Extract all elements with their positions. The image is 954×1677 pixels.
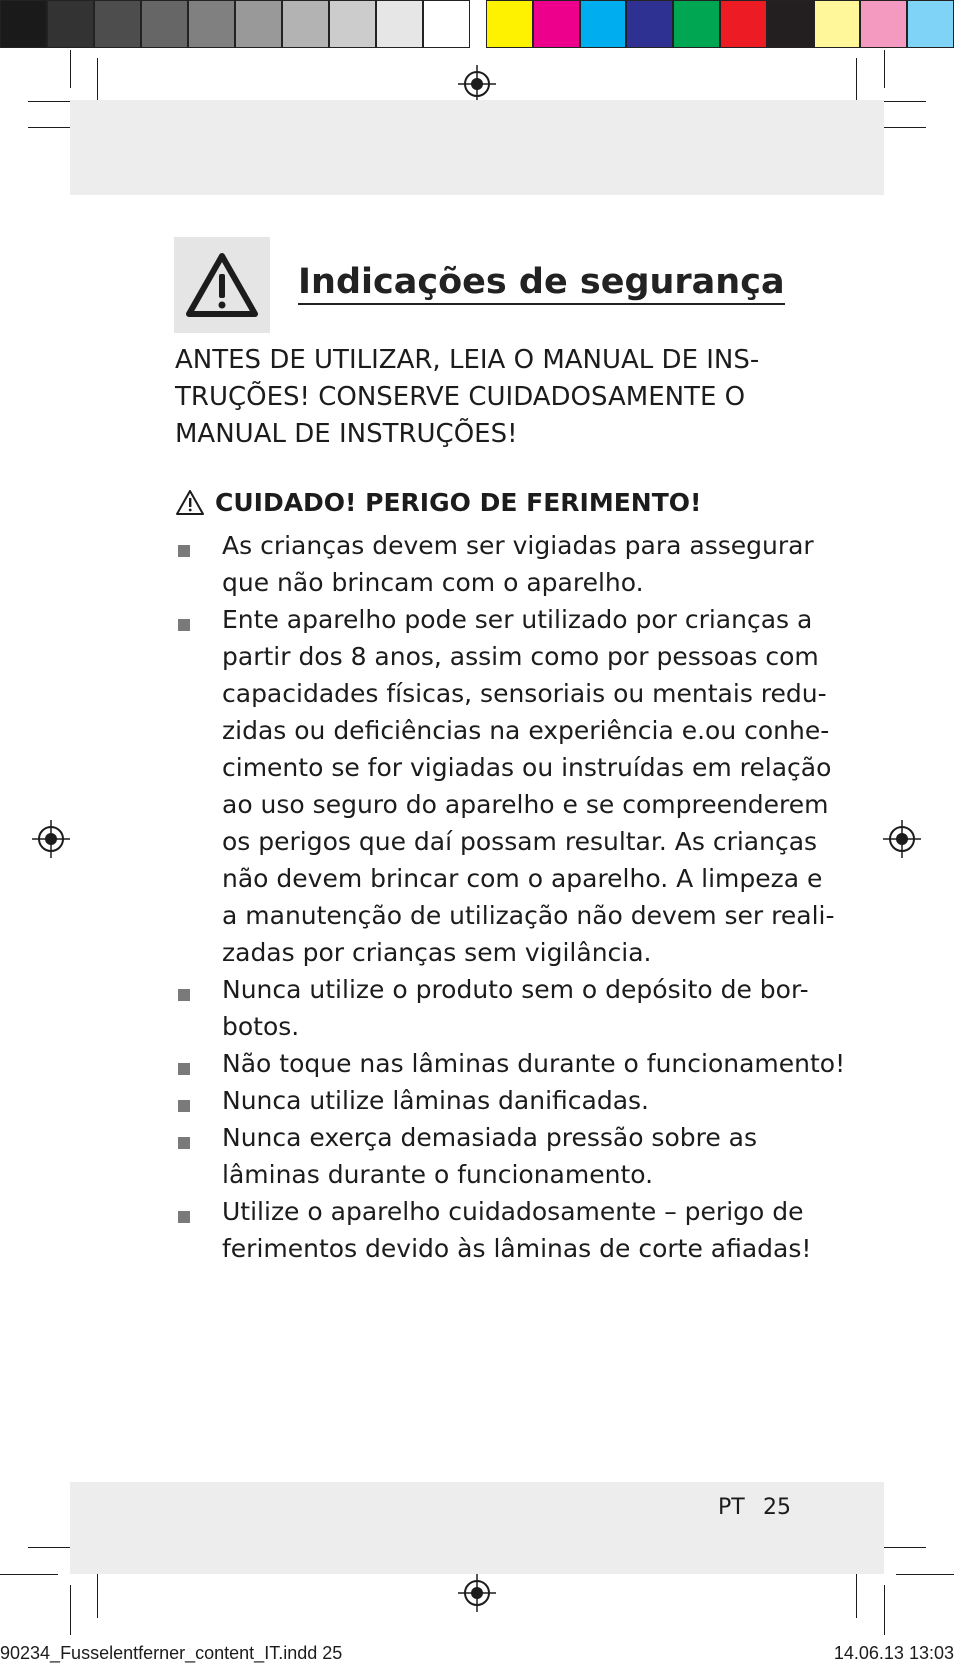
intro-line: ANTES DE UTILIZAR, LEIA O MANUAL DE INS- bbox=[175, 345, 760, 375]
list-item-line: Nunca utilize lâminas danificadas. bbox=[222, 1086, 649, 1115]
list-item-line: a manutenção de utilização não devem ser reali- bbox=[222, 901, 835, 930]
list-item-line: botos. bbox=[222, 1012, 300, 1041]
intro-line: TRUÇÕES! CONSERVE CUIDADOSAMENTE O bbox=[175, 382, 746, 412]
slug-date-time: 14.06.13 13:03 bbox=[833, 1643, 954, 1663]
gray-swatch bbox=[47, 0, 94, 48]
bullet-square-icon bbox=[178, 1063, 190, 1075]
color-swatch bbox=[767, 0, 814, 48]
gray-swatch bbox=[141, 0, 188, 48]
color-swatch bbox=[860, 0, 907, 48]
intro-notice bbox=[175, 342, 795, 453]
bullet-square-icon bbox=[178, 1100, 190, 1112]
list-item-line: Nunca utilize o produto sem o depósito de bor- bbox=[222, 975, 809, 1004]
list-item-line: ao uso seguro do aparelho e se compreenderem bbox=[222, 790, 829, 819]
registration-mark-icon bbox=[458, 65, 496, 103]
gray-swatch bbox=[0, 0, 47, 48]
color-swatch bbox=[486, 0, 533, 48]
gray-swatch bbox=[235, 0, 282, 48]
list-item-line: capacidades físicas, sensoriais ou mentais redu- bbox=[222, 679, 827, 708]
crop-mark bbox=[70, 50, 71, 88]
color-swatch bbox=[720, 0, 767, 48]
warning-small-icon bbox=[175, 489, 205, 516]
slug-file-name: 90234_Fusselentferner_content_IT.indd 25 bbox=[0, 1643, 343, 1663]
grayscale-color-bar bbox=[0, 0, 470, 50]
color-swatch bbox=[626, 0, 673, 48]
bullet-square-icon bbox=[178, 1211, 190, 1223]
footer-band bbox=[70, 1482, 884, 1574]
safety-list bbox=[175, 527, 846, 1267]
bullet-square-icon bbox=[178, 545, 190, 557]
list-item-line: zidas ou deficiências na experiência e.ou conhe- bbox=[222, 716, 830, 745]
color-swatch bbox=[533, 0, 580, 48]
page-language: PT bbox=[718, 1495, 745, 1520]
header-band bbox=[70, 100, 884, 195]
list-item-line: partir dos 8 anos, assim como por pessoas com bbox=[222, 642, 819, 671]
list-item-line: Nunca exerça demasiada pressão sobre as bbox=[222, 1123, 758, 1152]
list-item bbox=[175, 1045, 846, 1082]
gray-swatch bbox=[282, 0, 329, 48]
list-item-line: lâminas durante o funcionamento. bbox=[222, 1160, 654, 1189]
gray-swatch bbox=[94, 0, 141, 48]
registration-mark-icon bbox=[458, 1574, 496, 1612]
caution-heading-text: CUIDADO! PERIGO DE FERIMENTO! bbox=[215, 488, 702, 517]
list-item-line: zadas por crianças sem vigilância. bbox=[222, 938, 652, 967]
list-item bbox=[175, 1119, 795, 1193]
crop-mark bbox=[884, 50, 885, 88]
gray-swatch bbox=[423, 0, 470, 48]
bullet-square-icon bbox=[178, 989, 190, 1001]
color-swatch bbox=[814, 0, 861, 48]
crop-mark bbox=[856, 1568, 857, 1618]
page-number: 25 bbox=[763, 1495, 791, 1520]
list-item bbox=[175, 1082, 795, 1119]
caution-heading bbox=[175, 488, 701, 517]
gray-swatch bbox=[188, 0, 235, 48]
bullet-square-icon bbox=[178, 1137, 190, 1149]
list-item bbox=[175, 527, 814, 601]
color-swatch bbox=[673, 0, 720, 48]
process-color-bar bbox=[486, 0, 954, 50]
list-item-line: não devem brincar com o aparelho. A limpeza e bbox=[222, 864, 823, 893]
list-item bbox=[175, 601, 835, 971]
list-item-line: Não toque nas lâminas durante o funcionamento! bbox=[222, 1049, 846, 1078]
list-item-line: cimento se for vigiadas ou instruídas em relação bbox=[222, 753, 832, 782]
list-item-line: que não brincam com o aparelho. bbox=[222, 568, 644, 597]
crop-mark bbox=[884, 1585, 885, 1635]
registration-mark-icon bbox=[32, 820, 70, 858]
crop-mark bbox=[0, 1574, 58, 1575]
crop-mark bbox=[896, 1574, 954, 1575]
list-item-line: Utilize o aparelho cuidadosamente – perigo de bbox=[222, 1197, 804, 1226]
registration-mark-icon bbox=[883, 820, 921, 858]
list-item-line: Ente aparelho pode ser utilizado por crianças a bbox=[222, 605, 813, 634]
intro-line: MANUAL DE INSTRUÇÕES! bbox=[175, 419, 518, 449]
crop-mark bbox=[70, 1585, 71, 1635]
gray-swatch bbox=[376, 0, 423, 48]
list-item bbox=[175, 1193, 812, 1267]
warning-icon-box bbox=[174, 237, 270, 333]
list-item bbox=[175, 971, 809, 1045]
list-item-line: ferimentos devido às lâminas de corte afiadas! bbox=[222, 1234, 812, 1263]
color-swatch bbox=[580, 0, 627, 48]
warning-triangle-icon bbox=[186, 252, 258, 318]
gray-swatch bbox=[329, 0, 376, 48]
list-item-line: os perigos que daí possam resultar. As crianças bbox=[222, 827, 818, 856]
bullet-square-icon bbox=[178, 619, 190, 631]
list-item-line: As crianças devem ser vigiadas para assegurar bbox=[222, 531, 814, 560]
color-swatch bbox=[907, 0, 954, 48]
crop-mark bbox=[97, 1568, 98, 1618]
page-title: Indicações de segurança bbox=[298, 262, 785, 305]
